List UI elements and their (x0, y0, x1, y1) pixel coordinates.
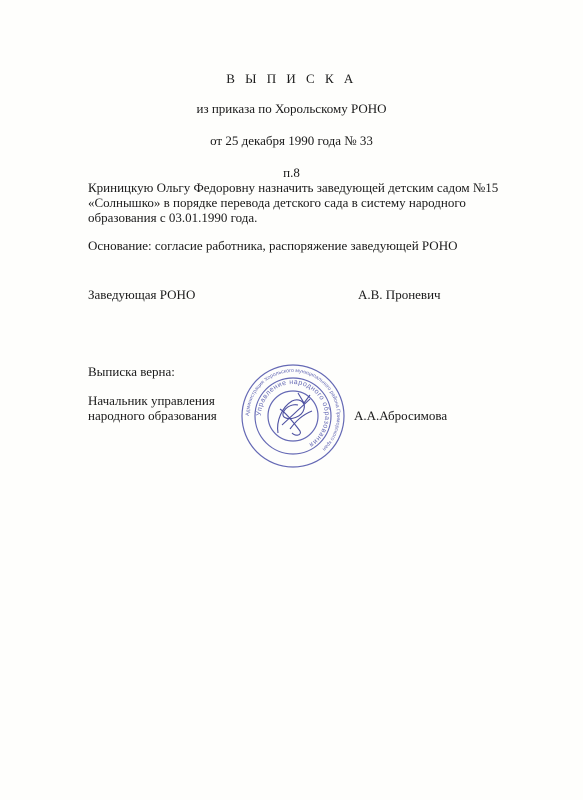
document-subtitle: из приказа по Хорольскому РОНО (196, 101, 387, 116)
order-text-line: Криницкую Ольгу Федоровну назначить заведующей детским садом №15 (88, 180, 499, 195)
certifier-name: А.А.Абросимова (354, 408, 448, 423)
order-text (88, 180, 528, 225)
certification-label: Выписка верна: (88, 364, 175, 379)
order-text-line: «Солнышко» в порядке перевода детского сада в систему народного (88, 195, 466, 210)
head-position: Заведующая РОНО (88, 287, 196, 302)
official-stamp-icon (240, 363, 346, 469)
certifier-position-line1: Начальник управления (88, 393, 215, 408)
stamp-outer-text: Администрация Хорольского муниципального района Приморского края (244, 367, 342, 452)
order-basis: Основание: согласие работника, распоряжение заведующей РОНО (88, 238, 458, 253)
signature-icon (278, 393, 312, 435)
order-point: п.8 (283, 165, 300, 180)
head-name: А.В. Проневич (358, 287, 441, 302)
certifier-position-line2: народного образования (88, 408, 217, 423)
order-date-number: от 25 декабря 1990 года № 33 (210, 133, 373, 148)
document-title: В Ы П И С К А (226, 71, 357, 86)
stamp-inner-text: Управление народного образования (255, 378, 331, 449)
order-text-line: образования с 03.01.1990 года. (88, 210, 258, 225)
